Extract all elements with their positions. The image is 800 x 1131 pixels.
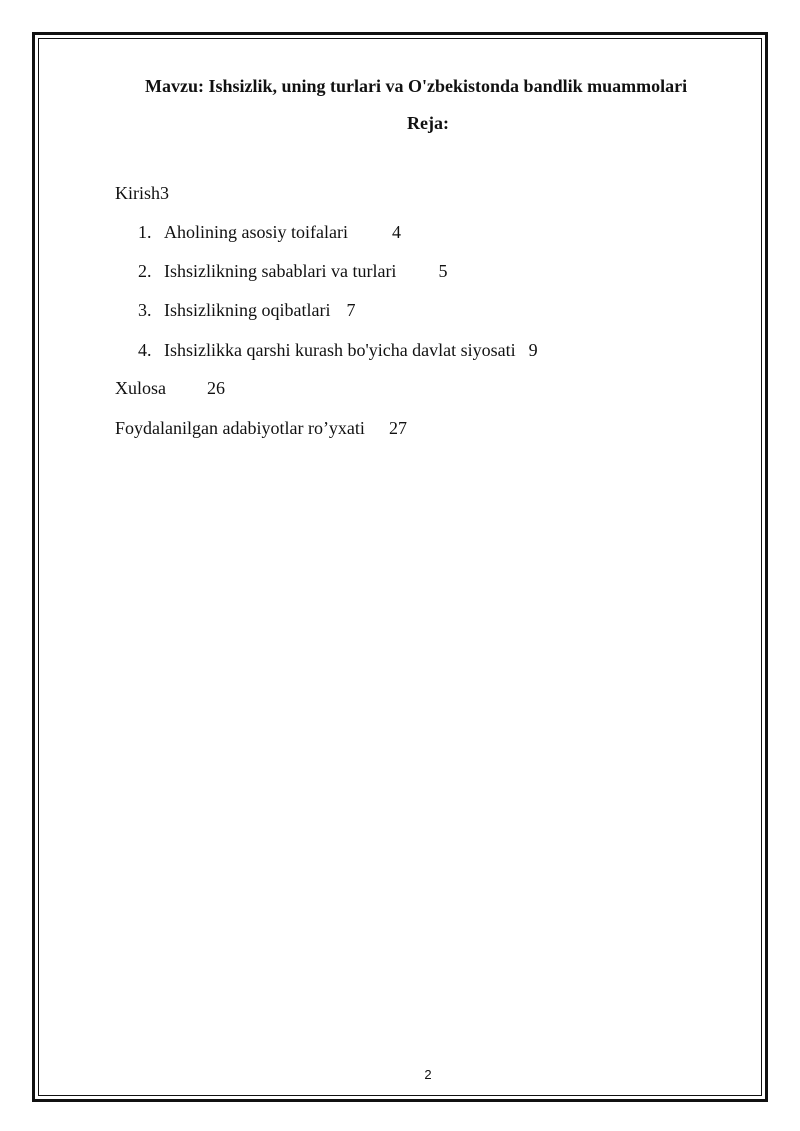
toc-item-1-label: Aholining asosiy toifalari [164,222,348,242]
toc-item-3 [138,300,355,321]
toc-item-3-page: 7 [346,300,356,320]
document-title: Mavzu: Ishsizlik, uning turlari va O'zbekistonda bandlik muammolari [145,76,688,96]
toc-item-4-number: 4. [138,340,152,360]
toc-intro [115,183,169,204]
toc-item-2-page: 5 [438,261,448,281]
toc-references-page: 27 [388,418,407,438]
toc-item-3-label: Ishsizlikning oqibatlari [164,300,331,320]
toc-item-2-number: 2. [138,261,152,281]
document-subtitle: Reja: [407,113,449,133]
toc-references-label: Foydalanilgan adabiyotlar ro’yxati [115,418,365,438]
toc-intro-label: Kirish [115,183,160,203]
toc-item-2-label: Ishsizlikning sabablari va turlari [164,261,397,281]
toc-item-1-number: 1. [138,222,152,242]
toc-item-1 [138,222,401,243]
toc-item-1-page: 4 [391,222,401,242]
toc-item-4 [138,340,538,361]
toc-item-4-page: 9 [528,340,538,360]
toc-references [115,418,407,439]
page-number: 2 [424,1067,432,1082]
toc-item-3-number: 3. [138,300,152,320]
toc-conclusion-page: 26 [207,378,225,398]
toc-conclusion [115,378,225,399]
toc-conclusion-label: Xulosa [115,378,166,398]
toc-item-4-label: Ishsizlikka qarshi kurash bo'yicha davlat siyosati [164,340,516,360]
toc-intro-page: 3 [160,183,169,203]
toc-item-2 [138,261,447,282]
